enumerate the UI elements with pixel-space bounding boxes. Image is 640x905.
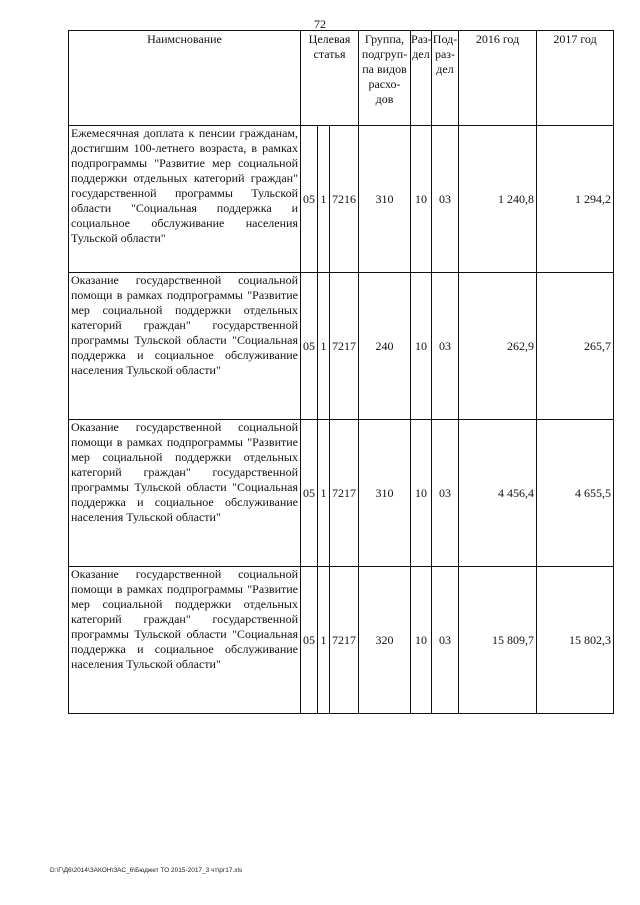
row-code-subprogram: 1: [318, 567, 330, 714]
row-subsection: 03: [432, 126, 459, 273]
row-group: 310: [359, 420, 411, 567]
row-code-direction: 7217: [330, 420, 359, 567]
header-year-2017: 2017 год: [537, 31, 614, 126]
table-header-row: [69, 31, 614, 126]
row-group: 240: [359, 273, 411, 420]
page-number: 72: [314, 17, 326, 31]
header-section-line: Раз-: [411, 32, 432, 46]
header-group-line: дов: [375, 92, 394, 106]
row-code-subprogram: 1: [318, 273, 330, 420]
row-subsection: 03: [432, 420, 459, 567]
header-target-article: [301, 31, 359, 126]
row-code-program: 05: [301, 420, 318, 567]
row-amount-2016: 15 809,7: [459, 567, 537, 714]
row-amount-2017: 4 655,5: [537, 420, 614, 567]
header-section: [411, 31, 432, 126]
row-group: 320: [359, 567, 411, 714]
row-group: 310: [359, 126, 411, 273]
table-row: [69, 273, 614, 420]
header-subsection-line: Под-: [432, 32, 458, 46]
row-code-subprogram: 1: [318, 126, 330, 273]
row-section: 10: [411, 273, 432, 420]
row-amount-2017: 15 802,3: [537, 567, 614, 714]
header-group: [359, 31, 411, 126]
header-group-line: подгруп-: [361, 47, 408, 61]
row-amount-2016: 1 240,8: [459, 126, 537, 273]
row-section: 10: [411, 567, 432, 714]
row-amount-2016: 262,9: [459, 273, 537, 420]
row-name: [69, 273, 301, 420]
header-subsection: [432, 31, 459, 126]
row-name-text: Оказание государственной социальной помощи в рамках подпрограммы "Развитие мер социальной поддержки отдельных категорий граждан" государственной программы Тульской области "Социальная поддержка и социальное обслуживание населения Тульской области": [71, 567, 298, 671]
row-name: [69, 420, 301, 567]
row-section: 10: [411, 420, 432, 567]
row-name-text: Ежемесячная доплата к пенсии гражданам, достигшим 100-летнего возраста, в рамках подпрограммы "Развитие мер социальной поддержки отдельных категорий граждан" государственной программы Тульской области "Социальная поддержка и социальное обслуживание населения Тульской области": [71, 126, 298, 245]
header-subsection-line: дел: [436, 62, 454, 76]
table-row: [69, 126, 614, 273]
row-amount-2016: 4 456,4: [459, 420, 537, 567]
header-group-line: расхо-: [368, 77, 401, 91]
header-group-line: Группа,: [364, 32, 405, 46]
row-amount-2017: 1 294,2: [537, 126, 614, 273]
header-section-line: дел: [412, 47, 430, 61]
footer-file-path: D:\Г\Д6\2014\ЗАКОН\ЗАС_6\Бюджет ТО 2015-2017_3 чт\рг17.xls: [50, 867, 243, 874]
header-target-article-line: статья: [313, 47, 346, 61]
header-name: Наимснование: [69, 31, 301, 126]
row-code-direction: 7216: [330, 126, 359, 273]
header-year-2016: 2016 год: [459, 31, 537, 126]
table-row: [69, 420, 614, 567]
row-subsection: 03: [432, 567, 459, 714]
row-name: [69, 126, 301, 273]
table-row: [69, 567, 614, 714]
row-code-program: 05: [301, 567, 318, 714]
row-code-program: 05: [301, 273, 318, 420]
row-amount-2017: 265,7: [537, 273, 614, 420]
row-section: 10: [411, 126, 432, 273]
header-group-line: па видов: [362, 62, 407, 76]
row-name-text: Оказание государственной социальной помощи в рамках подпрограммы "Развитие мер социальной поддержки отдельных категорий граждан" государственной программы Тульской области "Социальная поддержка и социальное обслуживание населения Тульской области": [71, 420, 298, 524]
row-name-text: Оказание государственной социальной помощи в рамках подпрограммы "Развитие мер социальной поддержки отдельных категорий граждан" государственной программы Тульской области "Социальная поддержка и социальное обслуживание населения Тульской области": [71, 273, 298, 377]
row-code-program: 05: [301, 126, 318, 273]
row-code-subprogram: 1: [318, 420, 330, 567]
row-subsection: 03: [432, 273, 459, 420]
header-target-article-line: Целевая: [308, 32, 351, 46]
budget-table: [68, 30, 614, 714]
row-code-direction: 7217: [330, 273, 359, 420]
header-subsection-line: раз-: [434, 47, 456, 61]
row-name: [69, 567, 301, 714]
row-code-direction: 7217: [330, 567, 359, 714]
